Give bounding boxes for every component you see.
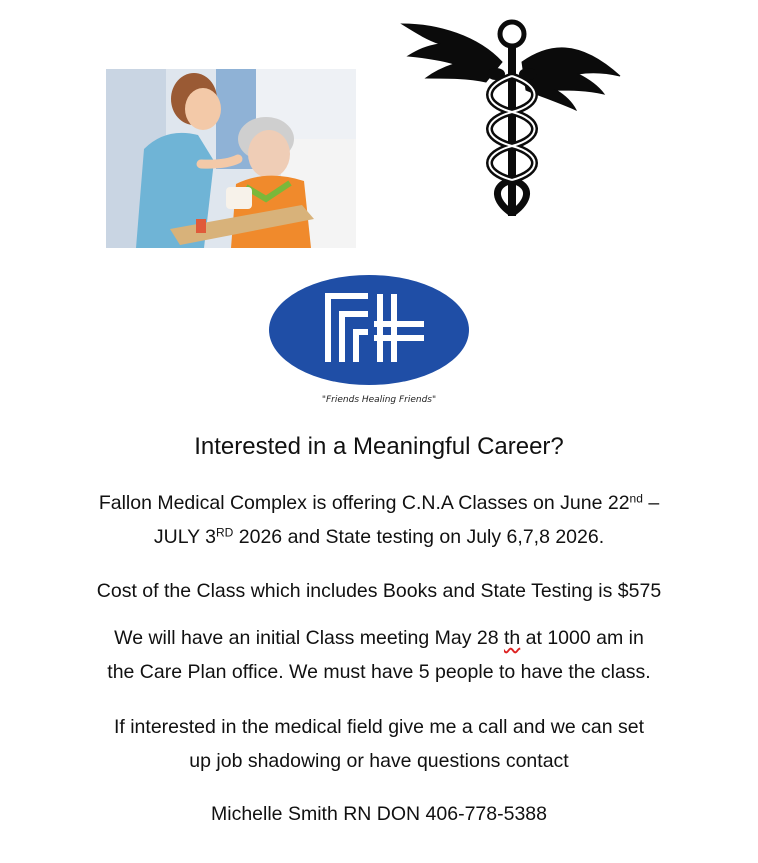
class-dates-paragraph (0, 486, 758, 554)
meeting-line-2: the Care Plan office. We must have 5 people to have the class. (107, 661, 651, 683)
ordinal-suffix: nd (629, 491, 643, 506)
class-dates-text: Fallon Medical Complex is offering C.N.A Classes on June 22 (98, 492, 630, 514)
meeting-text: We will have an initial Class meeting May 28 (114, 627, 504, 649)
logo-tagline: "Friends Healing Friends" (321, 395, 437, 405)
caduceus-icon (398, 16, 622, 218)
class-dates-line-2 (0, 520, 758, 554)
class-dates-dash: – (642, 492, 660, 514)
fallon-medical-logo (268, 274, 470, 386)
headline: Interested in a Meaningful Career? (194, 433, 564, 460)
interest-line-2: up job shadowing or have questions contact (189, 750, 569, 772)
spellcheck-marked-word: th (503, 627, 521, 649)
meeting-line-1 (0, 621, 758, 655)
class-end-date: JULY 3 (153, 526, 217, 548)
meeting-time-text: at 1000 am in (520, 627, 644, 649)
ordinal-suffix: RD (216, 525, 234, 540)
interest-line-1: If interested in the medical field give me a call and we can set (113, 716, 645, 738)
cost-paragraph: Cost of the Class which includes Books and State Testing is $575 (96, 580, 662, 602)
testing-dates-text: 2026 and State testing on July 6,7,8 2026. (233, 526, 605, 548)
class-dates-line-1 (0, 486, 758, 520)
interest-paragraph (0, 710, 758, 778)
contact-line: Michelle Smith RN DON 406-778-5388 (211, 803, 547, 825)
meeting-paragraph (0, 621, 758, 689)
nurse-photo (106, 69, 356, 248)
